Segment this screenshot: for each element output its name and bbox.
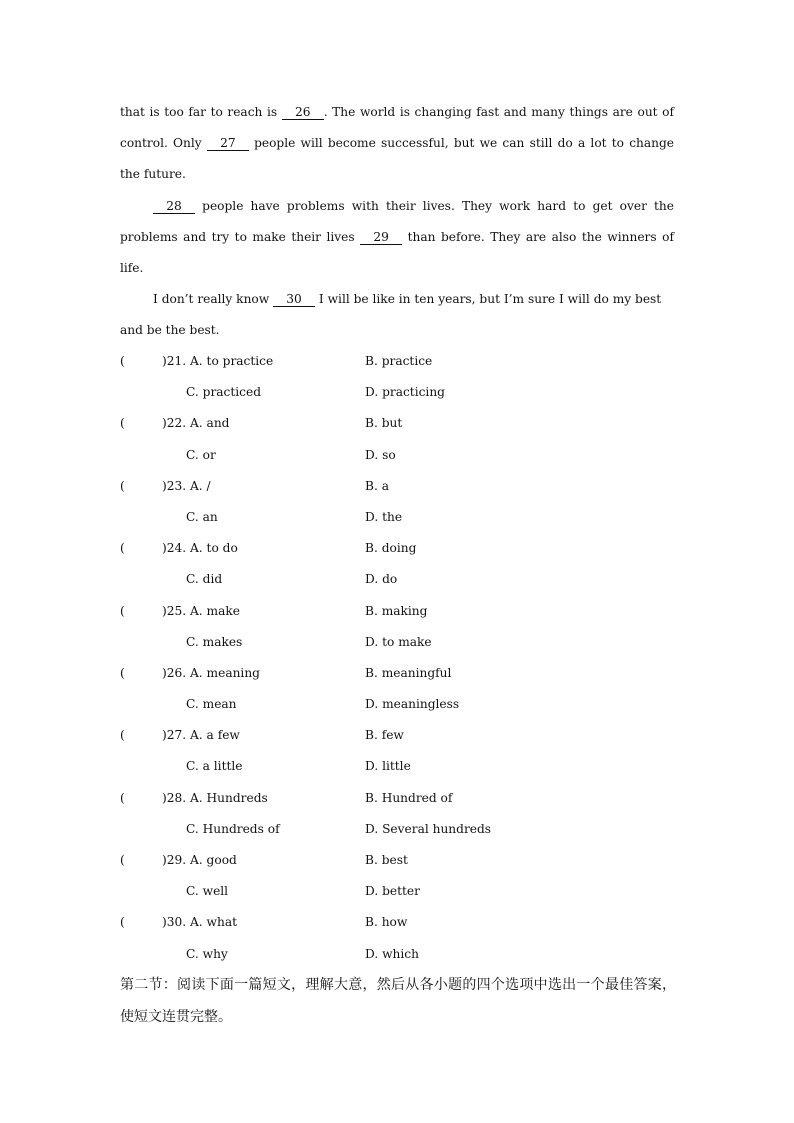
answer-paren-open[interactable]: ( (120, 665, 125, 680)
passage-text: . The world is changing fast and many things are (323, 105, 633, 119)
question-21 (120, 346, 680, 377)
passage-text: that is too far to reach is (120, 105, 282, 119)
question-21-options-cd (120, 377, 680, 408)
option-d: D. do (365, 572, 398, 587)
option-c: C. a little (186, 759, 243, 774)
passage-text: people will become successful, but we can still do a (248, 136, 586, 151)
option-a: A. a few (190, 728, 240, 743)
option-a: A. Hundreds (190, 790, 268, 805)
passage-text: lot to change the future. (120, 136, 674, 182)
blank-30: 30 (273, 292, 315, 307)
question-number: )24. (162, 541, 187, 556)
option-d: D. which (365, 946, 419, 961)
option-a: A. meaning (190, 665, 260, 680)
question-list (120, 346, 680, 970)
option-b: B. practice (365, 354, 433, 368)
option-c: C. mean (186, 697, 237, 712)
question-26-options-cd (120, 689, 680, 720)
option-b: B. Hundred of (365, 790, 453, 805)
passage-paragraph-2 (120, 191, 674, 285)
question-28-options-cd (120, 814, 680, 845)
question-number: )26. (162, 665, 187, 680)
question-25 (120, 596, 680, 627)
option-c: C. why (186, 946, 228, 961)
option-a: A. and (190, 416, 230, 431)
question-number: )28. (162, 790, 187, 805)
blank-29: 29 (360, 230, 402, 245)
option-a: A. to do (190, 541, 238, 556)
option-b: B. best (365, 853, 408, 867)
option-b: B. a (365, 478, 389, 493)
option-d: D. meaningless (365, 697, 460, 712)
answer-paren-open[interactable]: ( (120, 728, 125, 743)
question-number: )27. (162, 728, 187, 743)
answer-paren-open[interactable]: ( (120, 541, 125, 556)
option-b: B. how (365, 915, 408, 930)
option-d: D. practicing (365, 385, 445, 400)
answer-paren-open[interactable]: ( (120, 478, 125, 493)
question-22-options-cd (120, 440, 680, 471)
option-b: B. doing (365, 541, 417, 556)
option-d: D. so (365, 447, 396, 462)
option-b: B. meaningful (365, 665, 452, 680)
passage-text: out of control. Only (120, 105, 675, 151)
option-d: D. Several hundreds (365, 821, 492, 836)
cloze-passage (120, 97, 674, 347)
answer-paren-open[interactable]: ( (120, 853, 125, 867)
option-c: C. well (186, 884, 229, 899)
passage-text: do my best and be the best. (120, 292, 662, 338)
option-d: D. better (365, 884, 420, 899)
question-number: )30. (162, 915, 187, 930)
question-number: )29. (162, 853, 187, 867)
option-c: C. or (186, 447, 216, 462)
question-30-options-cd (120, 939, 680, 970)
option-b: B. but (365, 416, 403, 431)
question-25-options-cd (120, 627, 680, 658)
passage-paragraph-3 (120, 284, 674, 346)
option-a: A. what (190, 915, 237, 930)
question-30 (120, 907, 680, 938)
answer-paren-open[interactable]: ( (120, 416, 125, 431)
question-26 (120, 658, 680, 689)
question-29-options-cd (120, 876, 680, 907)
blank-27: 27 (207, 136, 249, 151)
option-d: D. the (365, 509, 403, 524)
option-c: C. an (186, 509, 218, 524)
answer-paren-open[interactable]: ( (120, 915, 125, 930)
question-23 (120, 471, 680, 502)
passage-text: of life. (120, 229, 674, 276)
option-b: B. few (365, 728, 404, 743)
question-27 (120, 720, 680, 751)
option-c: C. practiced (186, 385, 261, 400)
option-a: A. good (190, 853, 237, 867)
question-number: )21. (162, 354, 187, 368)
passage-paragraph-1 (120, 97, 674, 191)
answer-paren-open[interactable]: ( (120, 603, 125, 618)
question-22 (120, 408, 680, 439)
question-number: )23. (162, 478, 187, 493)
option-c: C. did (186, 572, 223, 587)
answer-paren-open[interactable]: ( (120, 790, 125, 805)
section-2-instruction: 第二节：阅读下面一篇短文，理解大意，然后从各小题的四个选项中选出一个最佳答案，使短文连贯完整。 (120, 977, 676, 1025)
passage-text: people have problems with their lives. They work hard to get over the (195, 198, 674, 213)
option-c: C. Hundreds of (186, 821, 280, 836)
blank-28: 28 (153, 199, 195, 214)
question-27-options-cd (120, 751, 680, 782)
question-23-options-cd (120, 502, 680, 533)
passage-text: than before. They are also the winners (402, 229, 657, 244)
question-28 (120, 783, 680, 814)
blank-26: 26 (282, 105, 324, 120)
question-24-options-cd (120, 564, 680, 595)
option-a: A. / (190, 478, 211, 493)
option-c: C. makes (186, 634, 243, 649)
option-a: A. make (190, 603, 240, 618)
passage-text: I don’t really know (153, 292, 274, 307)
option-d: D. to make (365, 634, 432, 649)
passage-text: I will be like in ten years, but I’m sure I will (315, 292, 590, 307)
option-d: D. little (365, 759, 411, 774)
question-number: )25. (162, 603, 187, 618)
question-24 (120, 533, 680, 564)
answer-paren-open[interactable]: ( (120, 354, 125, 368)
question-29 (120, 845, 680, 876)
passage-text: problems and try to make their lives (120, 229, 361, 244)
question-number: )22. (162, 416, 187, 431)
option-a: A. to practice (190, 354, 274, 368)
option-b: B. making (365, 603, 428, 618)
